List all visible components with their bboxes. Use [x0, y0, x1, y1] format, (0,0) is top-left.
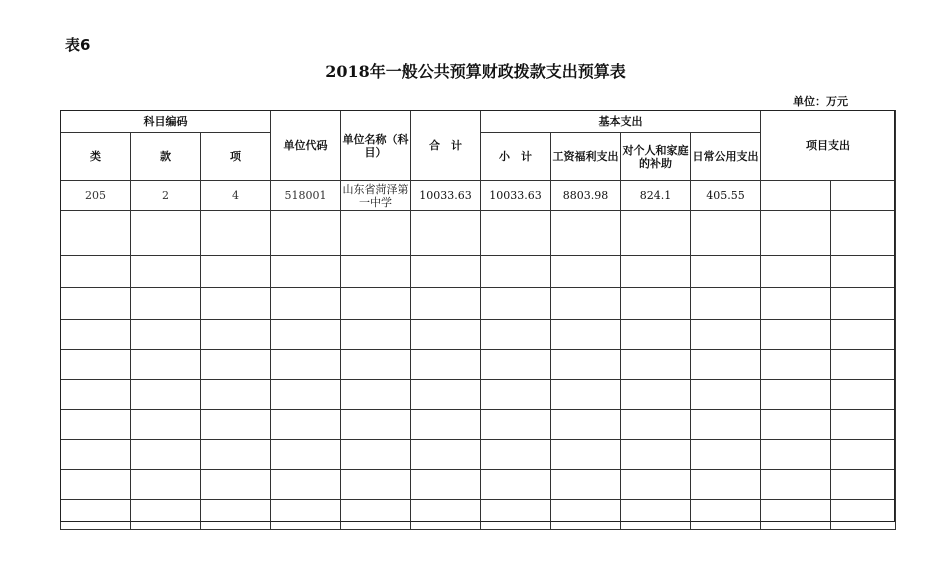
cell-kuan: 2 — [131, 181, 201, 211]
header-unit-code: 单位代码 — [271, 111, 341, 181]
cell-personal: 824.1 — [621, 181, 691, 211]
cell-unit-code: 518001 — [271, 181, 341, 211]
header-salary: 工资福利支出 — [551, 133, 621, 181]
header-subject-code: 科目编码 — [61, 111, 271, 133]
header-kuan: 款 — [131, 133, 201, 181]
cell-total: 10033.63 — [411, 181, 481, 211]
header-basic: 基本支出 — [481, 111, 761, 133]
page-title: 2018年一般公共预算财政拨款支出预算表 — [325, 62, 626, 81]
header-project: 项目支出 — [761, 111, 896, 181]
cell-xiang: 4 — [201, 181, 271, 211]
header-total: 合 计 — [411, 111, 481, 181]
header-subtotal: 小 计 — [481, 133, 551, 181]
cell-daily: 405.55 — [691, 181, 761, 211]
header-unit-name: 单位名称（科目） — [341, 111, 411, 181]
cell-salary: 8803.98 — [551, 181, 621, 211]
header-personal: 对个人和家庭的补助 — [621, 133, 691, 181]
cell-lei: 205 — [61, 181, 131, 211]
header-lei: 类 — [61, 133, 131, 181]
header-daily: 日常公用支出 — [691, 133, 761, 181]
unit-label: 单位：万元 — [793, 95, 848, 108]
cell-unit-name: 山东省菏泽第一中学 — [342, 182, 409, 209]
cell-subtotal: 10033.63 — [481, 181, 551, 211]
header-xiang: 项 — [201, 133, 271, 181]
table-frame — [60, 110, 895, 522]
table-number: 表6 — [65, 36, 91, 54]
